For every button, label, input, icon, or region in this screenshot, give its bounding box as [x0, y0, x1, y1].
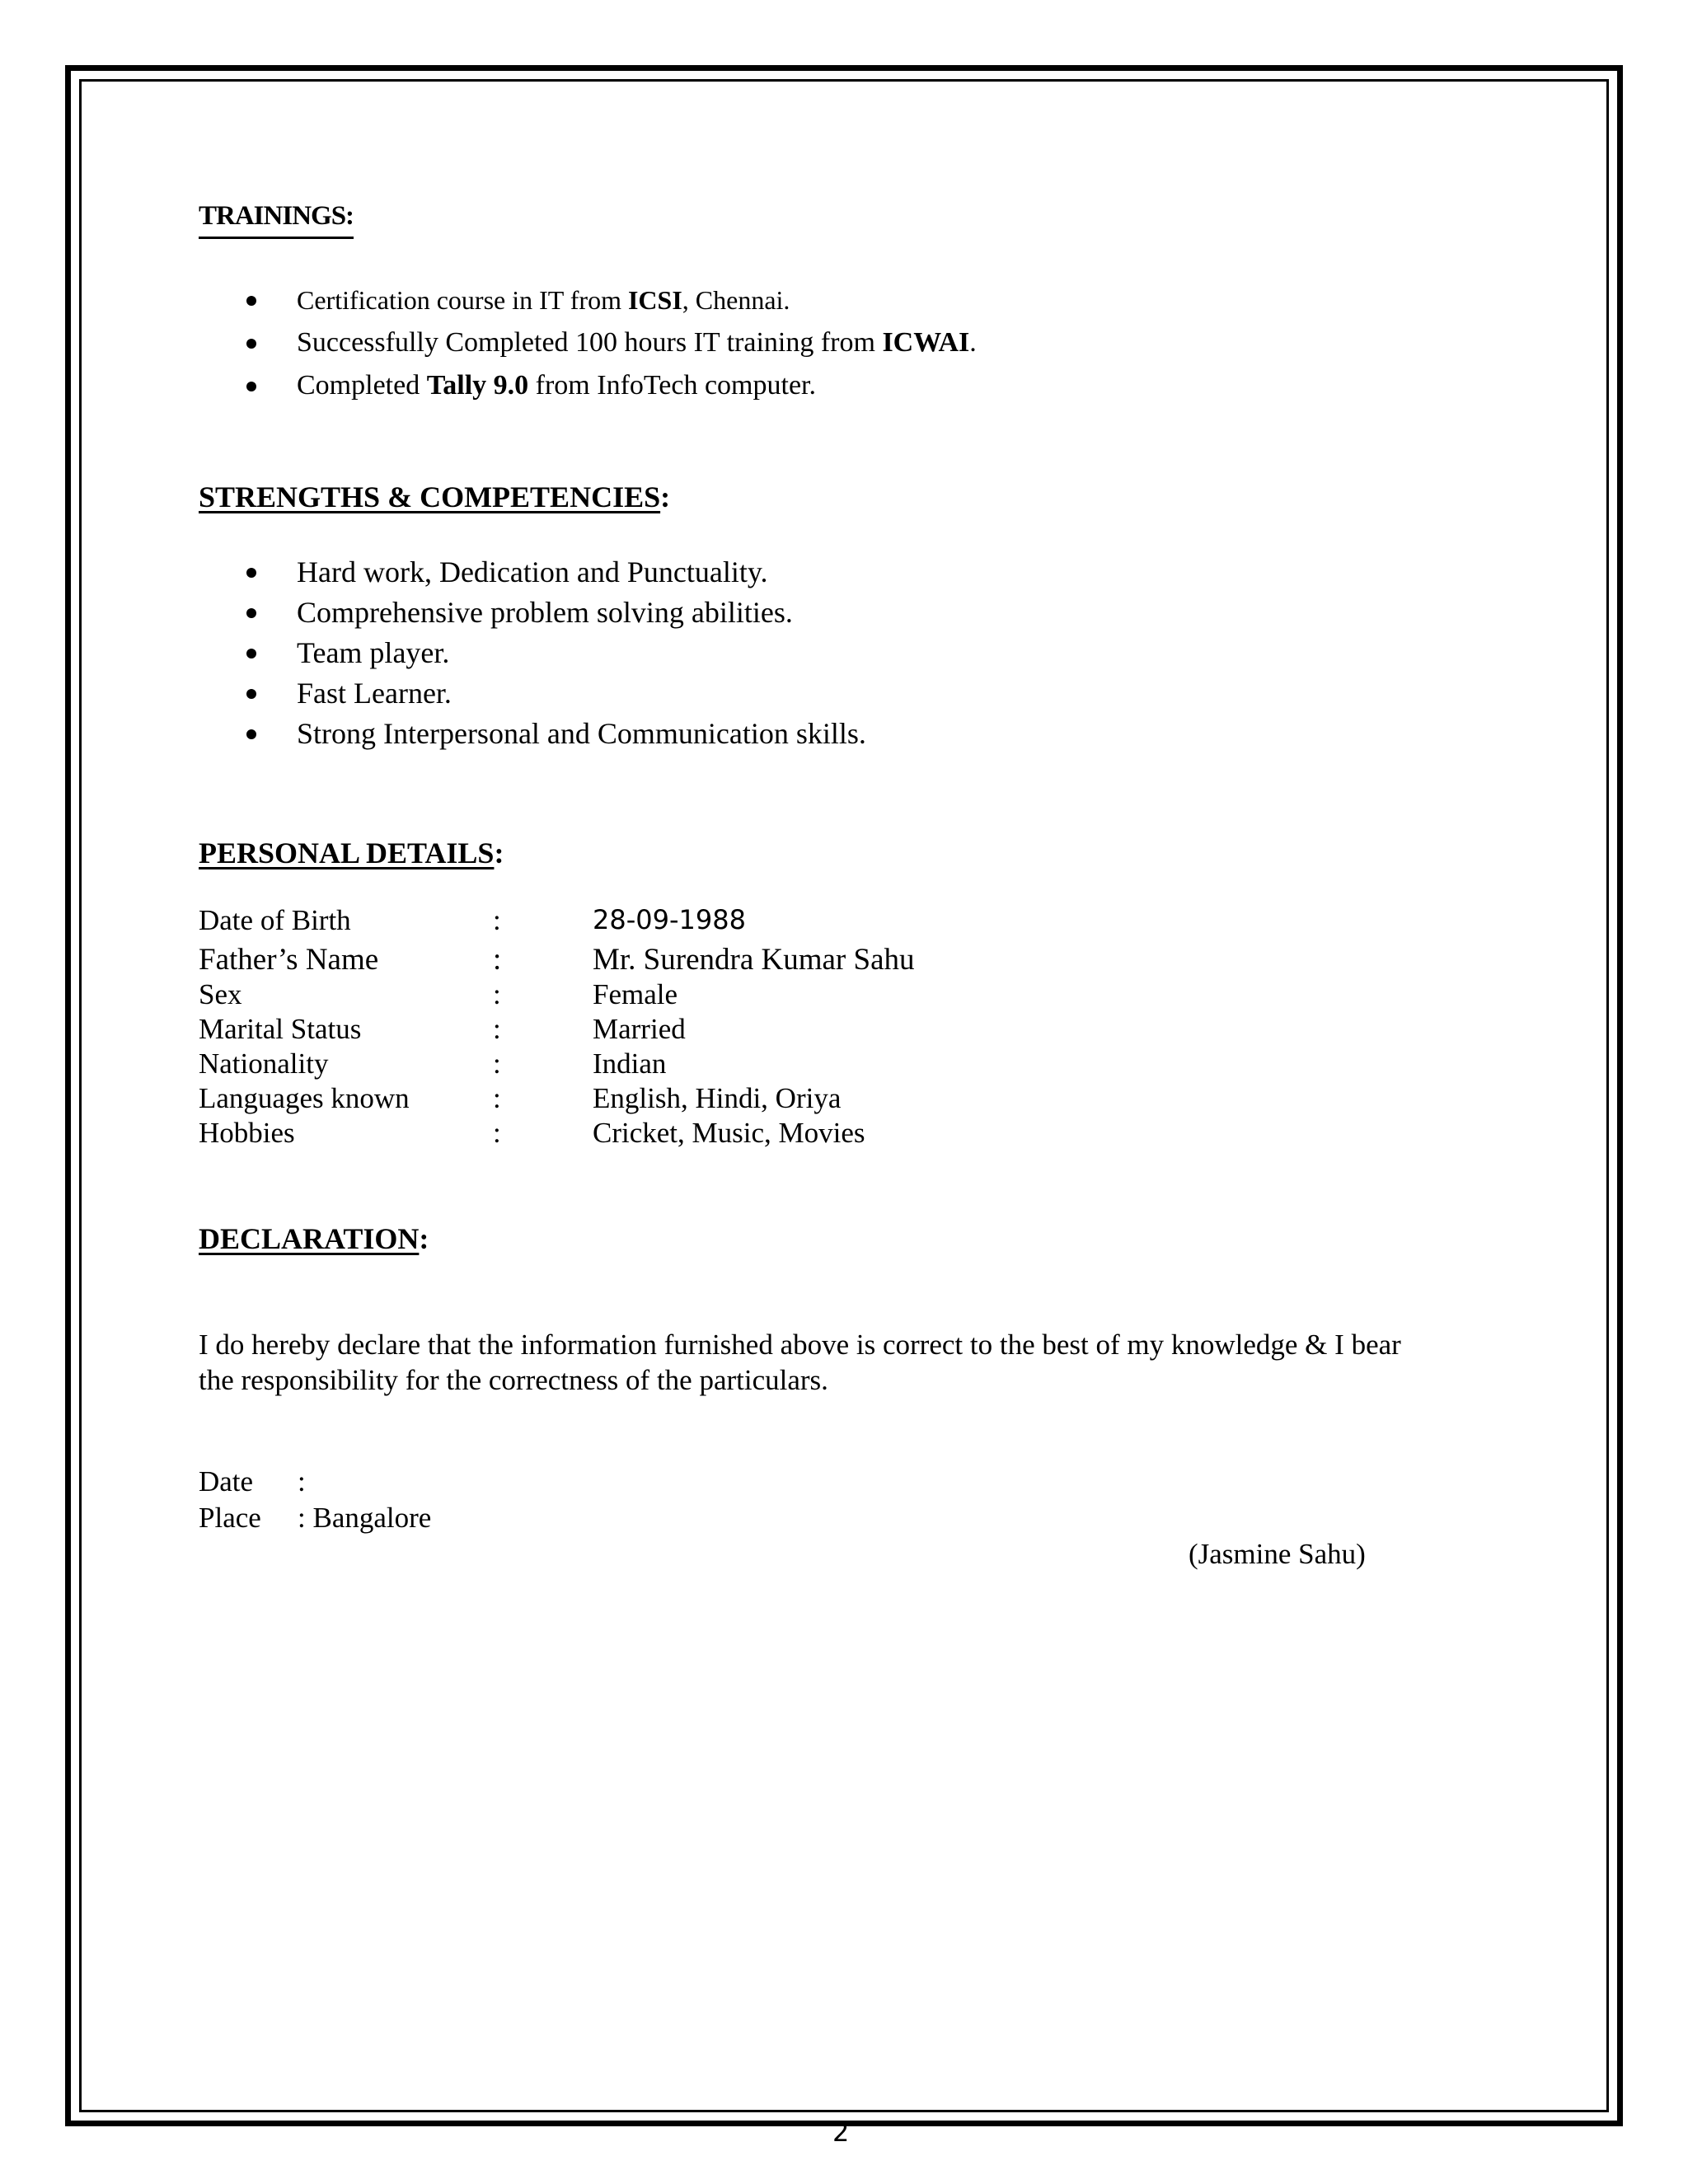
declaration-text: I do hereby declare that the information furnished above is correct to the best of my knowledge & I bear the responsibility for the correctness of the particulars. [199, 1329, 1401, 1396]
strengths-list [199, 552, 866, 754]
list-item: Strong Interpersonal and Communication skills. [199, 714, 866, 754]
list-item: Completed Tally 9.0 from InfoTech computer. [199, 364, 977, 407]
signature-name: (Jasmine Sahu) [1189, 1538, 1366, 1570]
declaration-heading: DECLARATION: [199, 1222, 429, 1255]
list-item: Comprehensive problem solving abilities. [199, 593, 866, 633]
list-item: Certification course in IT from ICSI, Chennai. [199, 279, 977, 321]
list-item: Hard work, Dedication and Punctuality. [199, 552, 866, 593]
personal-details-heading: PERSONAL DETAILS: [199, 837, 504, 869]
page-number: 2 [832, 2116, 850, 2148]
trainings-list [199, 279, 977, 407]
strengths-heading: STRENGTHS & COMPETENCIES: [199, 480, 671, 513]
trainings-heading: TRAININGS: [199, 201, 354, 239]
list-item: Successfully Completed 100 hours IT training from ICWAI. [199, 321, 977, 364]
list-item: Team player. [199, 633, 866, 673]
list-item: Fast Learner. [199, 673, 866, 714]
